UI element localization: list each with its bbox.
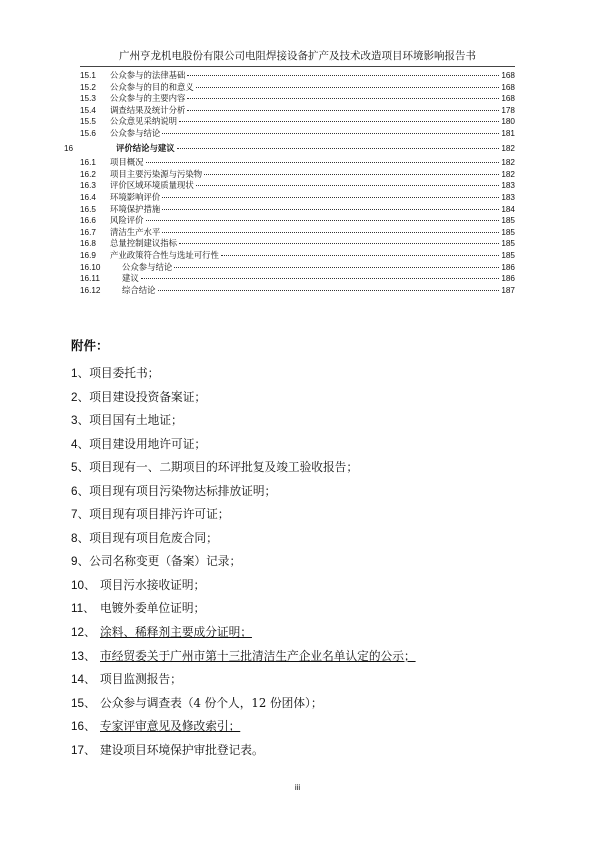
- toc-number: 16.9: [80, 250, 96, 260]
- toc-row[interactable]: [80, 204, 515, 216]
- toc-page-number: 183: [501, 181, 515, 191]
- toc-page-number: 178: [501, 105, 515, 115]
- attachment-item: [71, 574, 531, 598]
- attachment-number: 1、: [71, 367, 90, 380]
- toc-page-number: 182: [501, 169, 515, 179]
- toc-leader-dots: [204, 174, 499, 175]
- toc-number: 16.4: [80, 192, 96, 202]
- toc-leader-dots: [177, 148, 500, 149]
- attachment-text: 涂料、稀释剂主要成分证明；: [100, 625, 252, 640]
- toc-leader-dots: [179, 243, 499, 244]
- toc-row[interactable]: [80, 105, 515, 117]
- toc-title: 总量控制建议指标: [110, 238, 177, 249]
- toc-row[interactable]: [80, 82, 515, 94]
- toc-number: 16.3: [80, 181, 96, 191]
- toc-leader-dots: [196, 185, 500, 186]
- attachment-text: 公司名称变更（备案）记录；: [89, 554, 242, 569]
- toc-title: 公众参与结论: [122, 261, 173, 272]
- toc-number: 15.3: [80, 94, 96, 104]
- toc-leader-dots: [162, 232, 499, 233]
- toc-page-number: 182: [501, 143, 515, 153]
- toc-page-number: 168: [501, 94, 515, 104]
- table-of-contents: [64, 70, 515, 296]
- toc-number: 16.10: [80, 262, 101, 272]
- toc-page-number: 168: [501, 82, 515, 92]
- attachment-text: 电镀外委单位证明；: [100, 601, 206, 616]
- attachment-item: [71, 527, 531, 551]
- toc-leader-dots: [162, 133, 499, 134]
- toc-leader-dots: [162, 197, 499, 198]
- attachment-number: 9、: [71, 555, 90, 569]
- attachment-text: 建设项目环境保护审批登记表。: [100, 742, 264, 757]
- toc-row[interactable]: [80, 285, 515, 297]
- toc-row[interactable]: [80, 273, 515, 285]
- attachment-text: 市经贸委关于广州市第十三批清洁生产企业名单认定的公示；: [100, 648, 416, 663]
- toc-page-number: 182: [501, 158, 515, 168]
- toc-title: 评价结论与建议: [116, 142, 175, 153]
- toc-title: 清洁生产水平: [110, 226, 161, 237]
- attachment-item: [71, 386, 531, 410]
- attachment-text: 公众参与调查表（4 份个人，12 份团体）；: [100, 695, 323, 710]
- attachment-number: 5、: [71, 461, 90, 475]
- attachment-item: [71, 550, 531, 574]
- toc-title: 调查结果及统计分析: [110, 104, 186, 115]
- toc-number: 16.12: [80, 285, 101, 295]
- page-number: iii: [294, 783, 301, 792]
- toc-row[interactable]: [80, 262, 515, 274]
- toc-leader-dots: [221, 255, 499, 256]
- toc-number: 16.6: [80, 216, 96, 226]
- toc-leader-dots: [187, 98, 499, 99]
- toc-title: 公众参与的法律基础: [110, 70, 186, 80]
- toc-row[interactable]: [80, 192, 515, 204]
- toc-row[interactable]: [80, 157, 515, 169]
- toc-title: 公众参与结论: [110, 127, 161, 138]
- toc-number: 16.8: [80, 239, 96, 249]
- toc-title: 环境保护措施: [110, 203, 161, 214]
- toc-leader-dots: [196, 87, 500, 88]
- toc-page-number: 185: [501, 227, 515, 237]
- toc-page-number: 185: [501, 239, 515, 249]
- toc-row[interactable]: [80, 250, 515, 262]
- attachment-text: 项目污水接收证明；: [100, 577, 206, 592]
- toc-number: 16.2: [80, 169, 96, 179]
- toc-number: 15.1: [80, 71, 96, 80]
- toc-number: 16.1: [80, 158, 96, 168]
- attachment-text: 项目现有一、二期项目的环评批复及竣工验收报告；: [89, 460, 359, 475]
- attachment-number: 14、: [71, 673, 96, 687]
- toc-number: 16: [64, 143, 74, 153]
- attachment-item: [71, 362, 531, 386]
- toc-page-number: 180: [501, 117, 515, 127]
- attachment-item: [71, 456, 531, 480]
- toc-title: 公众参与的主要内容: [110, 93, 186, 104]
- page-header: 广州亨龙机电股份有限公司电阻焊接设备扩产及技术改造项目环境影响报告书: [80, 48, 515, 67]
- attachment-item: [71, 715, 531, 739]
- attachment-number: 3、: [71, 414, 90, 428]
- attachment-number: 12、: [71, 626, 96, 640]
- toc-leader-dots: [187, 110, 499, 111]
- toc-title: 公众意见采纳说明: [110, 116, 177, 127]
- toc-row[interactable]: [80, 93, 515, 105]
- attachment-text: 项目建设用地许可证；: [89, 436, 207, 451]
- toc-number: 15.4: [80, 105, 96, 115]
- attachment-number: 8、: [71, 531, 90, 545]
- toc-number: 16.5: [80, 204, 96, 214]
- toc-page-number: 181: [501, 128, 515, 138]
- attachment-number: 15、: [71, 696, 96, 710]
- toc-number: 16.11: [80, 274, 100, 284]
- attachment-number: 17、: [71, 743, 96, 757]
- toc-leader-dots: [179, 121, 499, 122]
- attachments-list: [71, 362, 531, 762]
- toc-leader-dots: [141, 278, 500, 279]
- toc-leader-dots: [187, 75, 499, 76]
- attachment-text: 项目国有土地证；: [89, 413, 183, 428]
- attachment-number: 4、: [71, 437, 90, 451]
- toc-leader-dots: [146, 162, 500, 163]
- attachment-text: 项目现有项目污染物达标排放证明；: [89, 483, 277, 498]
- toc-number: 15.5: [80, 117, 96, 127]
- toc-title: 评价区域环境质量现状: [110, 180, 194, 191]
- toc-row[interactable]: [80, 238, 515, 250]
- toc-row[interactable]: [80, 215, 515, 227]
- toc-page-number: 185: [501, 216, 515, 226]
- toc-title: 建议: [122, 273, 139, 284]
- toc-number: 15.6: [80, 128, 96, 138]
- toc-title: 项目概况: [110, 157, 144, 168]
- toc-row[interactable]: [80, 169, 515, 181]
- toc-title: 公众参与的目的和意义: [110, 81, 194, 92]
- attachment-item: [71, 692, 531, 716]
- attachment-text: 项目现有项目排污许可证；: [89, 507, 230, 522]
- attachment-text: 项目委托书；: [89, 366, 160, 380]
- toc-chapter-row[interactable]: [64, 142, 515, 155]
- toc-row[interactable]: [80, 70, 515, 82]
- toc-page-number: 168: [501, 71, 515, 80]
- toc-row[interactable]: [80, 227, 515, 239]
- toc-row[interactable]: [80, 116, 515, 128]
- toc-number: 16.7: [80, 227, 96, 237]
- toc-page-number: 187: [501, 285, 515, 295]
- attachment-item: [71, 503, 531, 527]
- toc-leader-dots: [162, 209, 499, 210]
- toc-number: 15.2: [80, 82, 96, 92]
- toc-row[interactable]: [80, 128, 515, 140]
- attachment-number: 6、: [71, 484, 90, 498]
- attachment-text: 项目现有项目危废合同；: [89, 530, 218, 545]
- attachment-text: 项目建设投资备案证；: [89, 389, 207, 404]
- toc-leader-dots: [174, 267, 499, 268]
- attachment-item: [71, 597, 531, 621]
- attachment-item: [71, 621, 531, 645]
- attachment-number: 11、: [71, 602, 95, 616]
- attachment-number: 10、: [71, 578, 96, 592]
- attachment-item: [71, 739, 531, 763]
- toc-title: 风险评价: [110, 215, 144, 226]
- toc-leader-dots: [146, 220, 500, 221]
- toc-title: 综合结论: [122, 284, 156, 295]
- toc-page-number: 186: [501, 274, 515, 284]
- attachment-text: 项目监测报告；: [100, 672, 182, 687]
- attachment-item: [71, 409, 531, 433]
- toc-leader-dots: [158, 290, 500, 291]
- toc-title: 项目主要污染源与污染物: [110, 168, 203, 179]
- attachment-number: 2、: [71, 390, 90, 404]
- attachment-number: 16、: [71, 720, 96, 734]
- toc-row[interactable]: [80, 180, 515, 192]
- toc-title: 环境影响评价: [110, 191, 161, 202]
- toc-page-number: 185: [501, 250, 515, 260]
- attachment-number: 13、: [71, 649, 96, 663]
- toc-page-number: 183: [501, 192, 515, 202]
- attachment-item: [71, 645, 531, 669]
- toc-title: 产业政策符合性与选址可行性: [110, 249, 219, 260]
- attachment-item: [71, 668, 531, 692]
- attachment-number: 7、: [71, 508, 90, 522]
- attachment-text: 专家评审意见及修改索引；: [100, 719, 241, 734]
- attachment-item: [71, 433, 531, 457]
- attachment-item: [71, 480, 531, 504]
- toc-page-number: 186: [501, 262, 515, 272]
- attachments-heading: 附件：: [71, 338, 109, 353]
- toc-page-number: 184: [501, 204, 515, 214]
